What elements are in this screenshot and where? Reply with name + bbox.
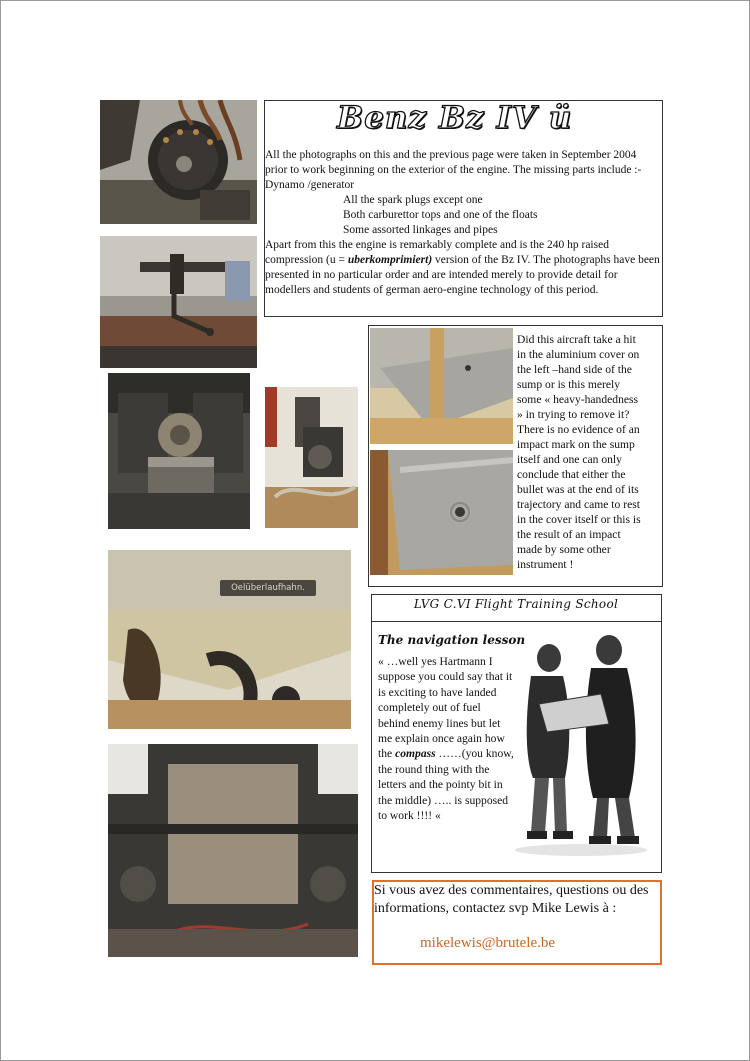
photo-linkage xyxy=(100,236,257,368)
aviators-illustration xyxy=(505,628,657,858)
contact-email-link[interactable]: mikelewis@brutele.be xyxy=(420,935,556,951)
lvg-title: LVG C.VI Flight Training School xyxy=(413,597,619,611)
lvg-divider xyxy=(372,621,661,622)
photo-carburettor xyxy=(265,387,358,528)
navigation-lesson-heading: The navigation lesson xyxy=(378,633,526,647)
uberkomprimiert-emphasis: uberkomprimiert) xyxy=(347,254,433,266)
photo-sump-oil-tap xyxy=(108,550,351,729)
navigation-lesson-text: « …well yes Hartmann I suppose you could say that it is exciting to have landed completely out of fuel behind enemy lines but let me explain once again how the compass ……(you know, the round thing with the letters and the pointy bit in the middle) ….. is supposed to work !!!! « xyxy=(378,655,514,823)
missing-part-item: Some assorted linkages and pipes xyxy=(343,224,498,236)
intro-paragraph-1: All the photographs on this and the previous page were taken in September 2004 prior to work beginning on the exterior of the engine. The missing parts include :- Dynamo /generator xyxy=(265,149,642,191)
photo-sump-cover-closeup xyxy=(370,450,513,575)
photo-engine-head xyxy=(100,100,257,224)
contact-text: Si vous avez des commentaires, questions ou des informations, contactez svp Mike Lewis à : xyxy=(374,883,649,916)
missing-part-item: Both carburettor tops and one of the floats xyxy=(343,209,538,221)
page-title: Benz Bz IV ü xyxy=(337,100,573,136)
photo-engine-front xyxy=(108,373,250,529)
oil-tap-label: Oelüberlaufhahn. xyxy=(220,580,316,596)
photo-sump-cover-wide xyxy=(370,328,513,444)
intro-text xyxy=(265,148,661,298)
compass-emphasis: compass xyxy=(395,747,436,761)
missing-part-item: All the spark plugs except one xyxy=(343,194,483,206)
photo-engine-underside xyxy=(108,744,358,957)
bullet-hit-text: Did this aircraft take a hit in the aluminium cover on the left –hand side of the sump or is this merely some « heavy-handedness » in trying to remove it? There is no evidence of an impact mark on the sump itself and one can only conclude that either the bullet was at the end of its trajectory and came to rest in the cover itself or this is the result of an impact made by some other instrument ! xyxy=(517,333,641,571)
intro-paragraph-2: Apart from this the engine is remarkably complete and is the 240 hp raised compression (u = uberkomprimiert) version of the Bz IV. The photographs have been presented in no particular order and are intended merely to provide detail for modellers and students of german aero-engine technology of this period. xyxy=(265,239,660,296)
